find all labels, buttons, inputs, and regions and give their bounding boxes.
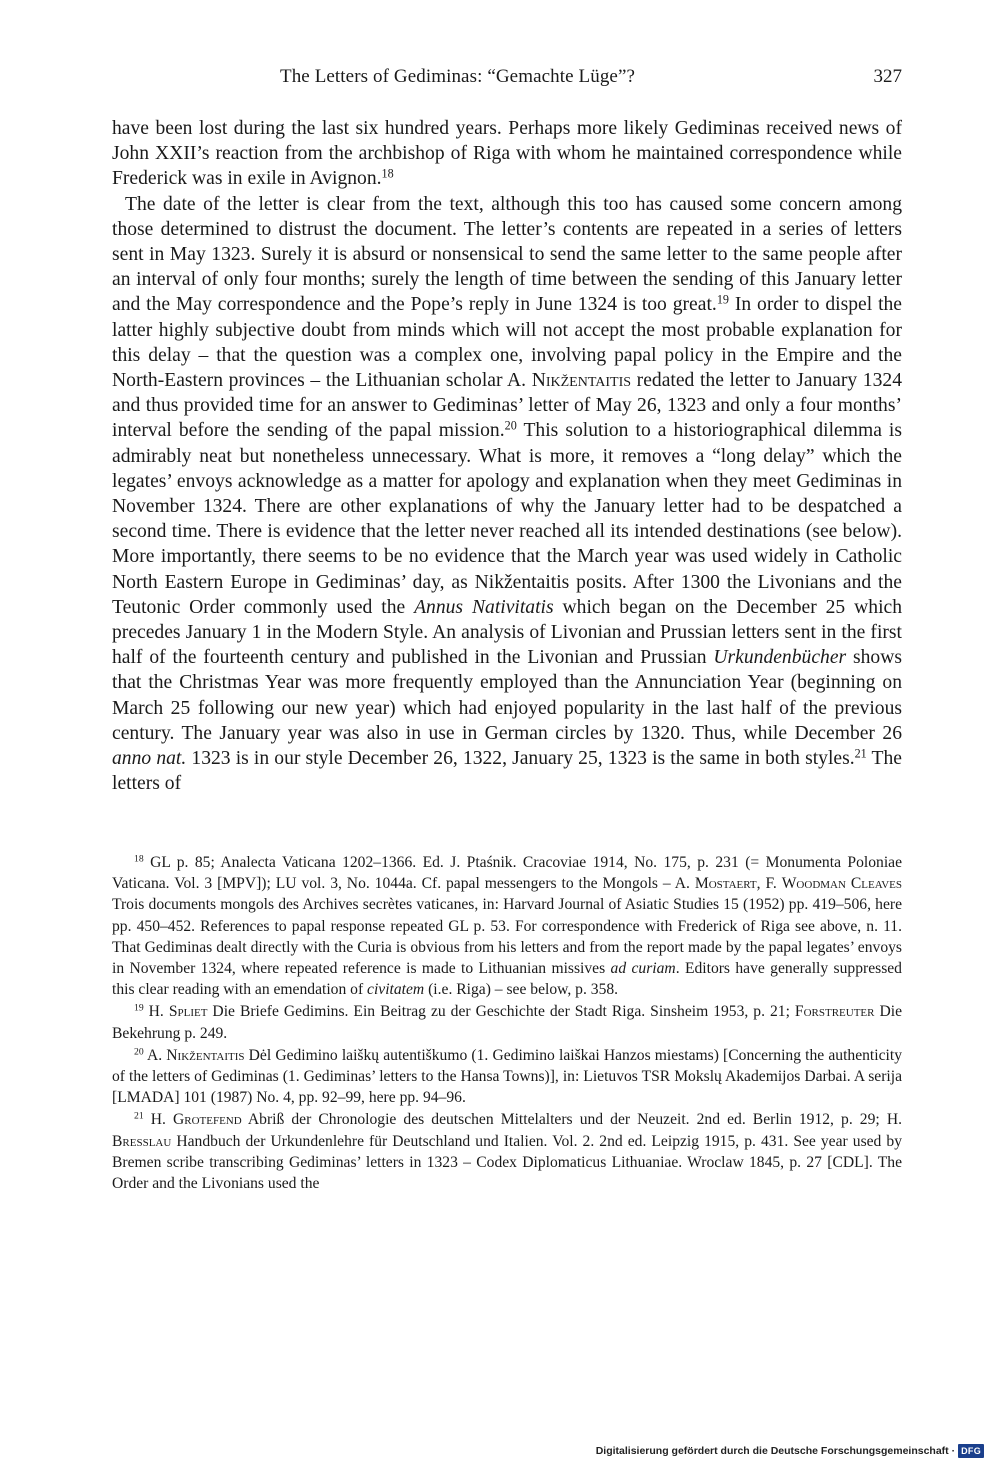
credit-text: Digitalisierung gefördert durch die Deutsche Forschungsgemeinschaft · xyxy=(595,1445,956,1457)
author-name-small-caps: Spliet xyxy=(168,1003,208,1021)
text-run: Handbuch der Urkundenlehre für Deutschland und Italien. Vol. 2. 2nd ed. Leipzig 1915, p. 431. See year used by Bremen scribe transcribing Gediminas’ letters in 1323 – Codex Diplomaticus Lithuaniae. Wroclaw 1845, p. 27 [CDL]. The Order and the Livonians used the xyxy=(112,1132,902,1193)
text-run: shows that the Christmas Year was more frequently employed than the Annunciation Year (beginning on March 25 following our new year) which had enjoyed popularity in the last half of the previous century. The January year was also in use in German circles by 1320. Thus, while December 26 xyxy=(112,647,902,744)
italic-term: anno nat. xyxy=(112,748,187,770)
text-run: The letters of xyxy=(112,748,902,795)
footnote-ref-20: 20 xyxy=(504,418,517,433)
author-name-small-caps: Woodman Cleaves xyxy=(781,875,903,893)
text-run: redated the letter to January 1324 and thus provided time for an answer to Gediminas’ letter of May 26, 1323 and only a four months’ interval before the sending of the papal mission. xyxy=(112,370,902,442)
footnotes xyxy=(112,852,902,1195)
italic-term: Urkundenbücher xyxy=(713,647,847,669)
dfg-logo: DFG xyxy=(958,1444,984,1458)
running-title: The Letters of Gediminas: “Gemachte Lüge”? xyxy=(280,66,636,87)
text-run: Die Briefe Gedimins. Ein Beitrag zu der Geschichte der Stadt Riga. Sinsheim 1953, p. 21; xyxy=(207,1003,795,1021)
footnote-ref-19: 19 xyxy=(716,292,729,307)
author-name-small-caps: Nikžentaitis xyxy=(531,370,632,392)
text-run: The date of the letter is clear from the text, although this too has caused some concern among those determined to distrust the document. The letter’s contents are repeated in a series of letters sent in May 1323. Surely it is absurd or nonsensical to send the same letter to the same people after an interval of only four months; surely the length of time between the sending of this January letter and the May correspondence and the Pope’s reply in June 1324 is too great. xyxy=(112,193,902,316)
text-run: (i.e. Riga) – see below, p. 358. xyxy=(424,981,619,999)
footnote-19 xyxy=(112,1001,902,1043)
page-number: 327 xyxy=(873,66,902,87)
text-run: H. xyxy=(143,1003,169,1021)
text-run: This solution to a historiographical dilemma is admirably neat but nonetheless unnecessary. What is more, it removes a “long delay” which the legates’ envoys acknowledge as a matter for apology and explanation when they meet Gediminas in November 1324. There are other explanations of why the January letter had to be despatched a second time. There is evidence that the letter never reached all its intended destinations (see below). More importantly, there seems to be no evidence that the March year was used widely in Catholic North Eastern Europe in Gediminas’ day, as Nikžentaitis posits. After 1300 the Livonians and the Teutonic Order commonly used the xyxy=(112,420,903,618)
text-run: A. xyxy=(143,1046,167,1064)
text-run: 1323 is in our style December 26, 1322, January 25, 1323 is the same in both styles. xyxy=(186,748,855,770)
footnote-number: 18 xyxy=(134,853,144,865)
text-run: Dėl Gedimino laiškų autentiškumo (1. Gedimino laiškai Hanzos miestams) [Concerning the authenticity of the letters of Gediminas (1. Gediminas’ letters to the Hansa Towns)], in: Lietuvos TSR Mokslų Akademijos Darbai. A serija [LMADA] 101 (1987) No. 4, pp. 92–99, here pp. 94–96. xyxy=(112,1046,902,1107)
author-name-small-caps: Bresslau xyxy=(112,1132,172,1150)
text-run: , F. xyxy=(756,875,782,893)
author-name-small-caps: Forstreuter xyxy=(794,1003,875,1021)
footnote-18 xyxy=(112,852,902,1000)
paragraph-date-of-letter xyxy=(112,192,902,797)
footnote-number: 21 xyxy=(134,1111,144,1123)
text-run: In order to dispel the latter highly subjective doubt from minds which will not accept the most probable explanation for this delay – that the question was a complex one, involving papal policy in the Empire and the North-Eastern provinces – the Lithuanian scholar A. xyxy=(112,294,903,392)
footnote-number: 19 xyxy=(134,1003,144,1015)
author-name-small-caps: Mostaert xyxy=(694,875,757,893)
author-name-small-caps: Nikžentaitis xyxy=(166,1046,245,1064)
paragraph-continued xyxy=(112,116,902,192)
running-header xyxy=(112,66,902,92)
digitization-credit xyxy=(596,1442,984,1460)
text-run: which began on the December 25 which precedes January 1 in the Modern Style. An analysis of Livonian and Prussian letters sent in the first half of the fourteenth century and published in the Livonian and Prussian xyxy=(112,596,903,669)
text-run: have been lost during the last six hundred years. Perhaps more likely Gediminas received news of John XXII’s reaction from the archbishop of Riga with whom he maintained correspondence while Frederick was in exile in Avignon. xyxy=(112,118,902,190)
footnote-21 xyxy=(112,1109,902,1194)
main-text xyxy=(112,116,902,796)
footnote-ref-21: 21 xyxy=(854,746,867,761)
text-run: GL p. 85; Analecta Vaticana 1202–1366. Ed. J. Ptaśnik. Cracoviae 1914, No. 175, p. 231 (= Monumenta Poloniae Vaticana. Vol. 3 [MPV]); LU vol. 3, No. 1044a. Cf. papal messengers to the Mongols – A. xyxy=(112,854,902,893)
footnote-number: 20 xyxy=(134,1046,144,1058)
footnote-20 xyxy=(112,1045,902,1109)
footnote-ref-18: 18 xyxy=(381,166,394,181)
text-run: H. xyxy=(143,1111,173,1129)
text-run: Die Bekehrung p. 249. xyxy=(112,1003,902,1042)
text-run: Abriß der Chronologie des deutschen Mittelalters und der Neuzeit. 2nd ed. Berlin 1912, p. 29; H. xyxy=(241,1111,902,1129)
italic-term: Annus Nativitatis xyxy=(414,596,554,618)
text-run: Trois documents mongols des Archives secrètes vaticanes, in: Harvard Journal of Asiatic Studies 15 (1952) pp. 419–506, here pp. 450–452. References to papal response repeated GL p. 53. For correspondence with Frederick of Riga see above, n. 11. That Gediminas dealt directly with the Curia is obvious from his letters and from the report made by the papal legates’ envoys in November 1324, where repeated reference is made to Lithuanian missives xyxy=(112,896,902,978)
italic-term: civitatem xyxy=(367,981,425,999)
author-name-small-caps: Grotefend xyxy=(172,1111,242,1129)
text-run: . Editors have generally suppressed this clear reading with an emendation of xyxy=(112,960,902,999)
italic-term: ad curiam xyxy=(610,960,676,978)
